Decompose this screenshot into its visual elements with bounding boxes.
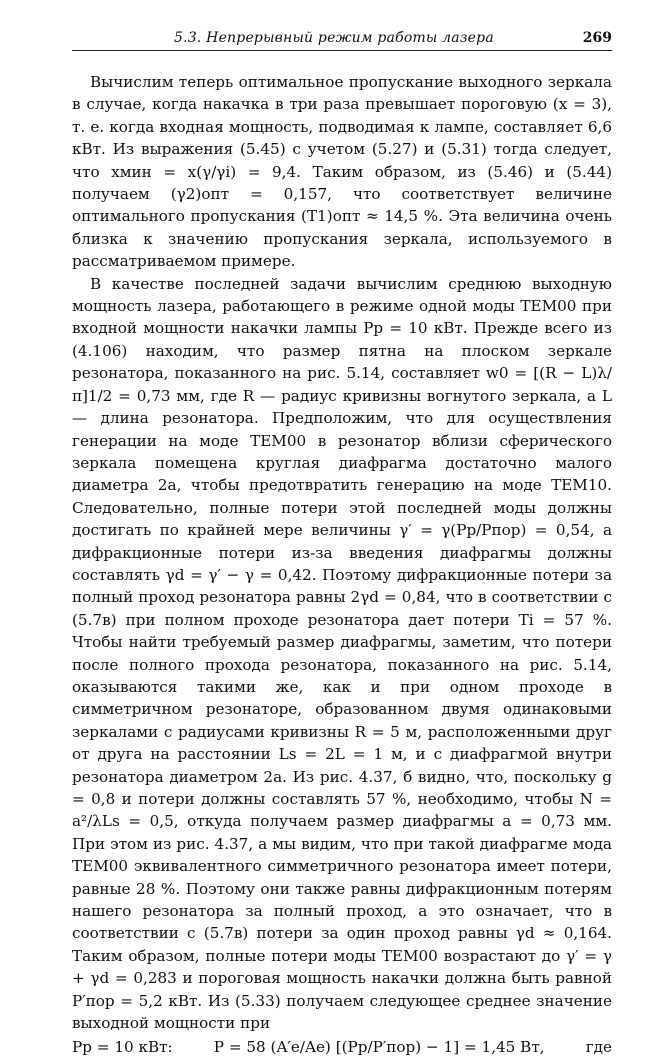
running-header — [72, 24, 612, 51]
section-title: 5.3. Непрерывный режим работы лазера — [174, 30, 494, 46]
book-page — [72, 24, 612, 1059]
body-text — [72, 71, 612, 1034]
formula-main: P = 58 (A′e/Ae) [(Pp/P′пор) − 1] = 1,45 Вт, — [213, 1038, 545, 1057]
paragraph-tem00-power: В качестве последней задачи вычислим среднюю выходную мощность лазера, работающего в режиме одной моды TEM00 при входной мощности накачки лампы Pp = 10 кВт. Прежде всего из (4.106) находим, что размер пятна на плоском зеркале резонатора, показанного на рис. 5.14, составляет w0 = [(R − L)λ/π]1/2 = 0,73 мм, где R — радиус кривизны вогнутого зеркала, а L — длина резонатора. Предположим, что для осуществления генерации на моде TEM00 в резонатор вблизи сферического зеркала помещена круглая диафрагма достаточно малого диаметра 2a, чтобы предотвратить генерацию на моде TEM10. Следовательно, полные потери этой последней моды должны достигать по крайней мере величины γ′ = γ(Pp/Pпор) = 0,54, а дифракционные потери из-за введения диафрагмы должны составлять γd = γ′ − γ = 0,42. Поэтому дифракционные потери за полный проход резонатора равны 2γd = 0,84, что в соответствии с (5.7в) при полном проходе резонатора дает потери Ti = 57 %. Чтобы найти требуемый размер диафрагмы, заметим, что потери после полного прохода резонатора, показанного на рис. 5.14, оказываются такими же, как и при одном проходе в симметричном резонаторе, образованном двумя одинаковыми зеркалами с радиусами кривизны R = 5 м, расположенными друг от друга на расстоянии Ls = 2L = 1 м, и с диафрагмой внутри резонатора диаметром 2a. Из рис. 4.37, б видно, что, поскольку g = 0,8 и потери должны составлять 57 %, необходимо, чтобы N = a²/λLs = 0,5, откуда получаем размер диафрагмы a = 0,73 мм. При этом из рис. 4.37, a мы видим, что при такой диафрагме мода TEM00 эквивалентного симметричного резонатора имеет потери, равные 28 %. Поэтому они также равны дифракционным потерям нашего резонатора за полный проход, а это означает, что в соответствии с (5.7в) потери за один проход равны γd ≈ 0,164. Таким образом, полные потери моды TEM00 возрастают до γ′ = γ + γd = 0,283 и пороговая мощность накачки должна быть равной P′пор = 5,2 кВт. Из (5.33) получаем следующее среднее значение выходной мощности при — [72, 274, 612, 1033]
formula-line — [72, 1036, 612, 1058]
page-number: 269 — [582, 30, 612, 46]
paragraph-optimal-transmission: Вычислим теперь оптимальное пропускание выходного зеркала в случае, когда накачка в три раза превышает пороговую (x = 3), т. е. когда входная мощность, подводимая к лампе, составляет 6,6 кВт. Из выражения (5.45) с учетом (5.27) и (5.31) тогда следует, что xмин = x(γ/γi) = 9,4. Таким образом, из (5.46) и (5.44) получаем (γ2)опт = 0,157, что соответствует величине оптимального пропускания (T1)опт ≈ 14,5 %. Эта величина очень близка к значению пропускания зеркала, используемого в рассматриваемом примере. — [72, 73, 612, 271]
formula-right: где — [585, 1038, 612, 1057]
formula-left: Pp = 10 кВт: — [72, 1038, 173, 1057]
